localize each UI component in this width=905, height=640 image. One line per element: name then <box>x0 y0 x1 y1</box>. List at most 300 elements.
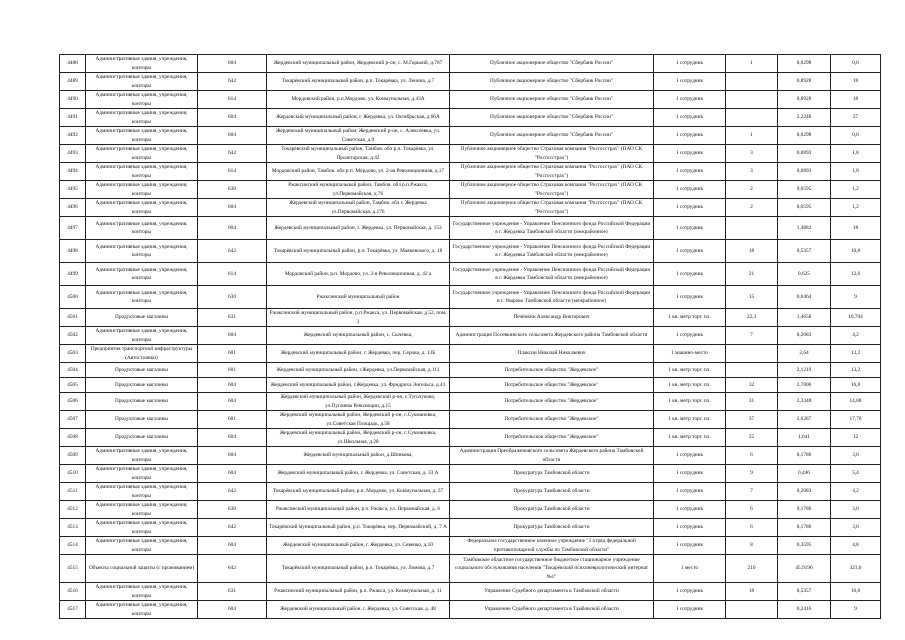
district-code-cell: 604 <box>198 127 267 145</box>
address-cell: Жердевский муниципальный район, д.Шпикова, <box>267 447 450 465</box>
district-code-cell: 614 <box>198 263 267 286</box>
value-total-cell: 1,8 <box>831 145 881 163</box>
row-number-cell: 4499 <box>60 263 86 286</box>
table-row <box>60 411 881 429</box>
value-norm-cell: 45,9196 <box>778 555 831 583</box>
object-type-cell: Административные здания, учреждения, конторы <box>86 447 198 465</box>
value-norm-cell: 2,1219 <box>778 363 831 378</box>
object-type-cell: Административные здания, учреждения, конторы <box>86 181 198 199</box>
address-cell: Ржаксинский муниципальный район, р.п. Ржакса, ул. Коммунальная, д. 11 <box>267 583 450 601</box>
organization-cell: Публичное акционерное общество Страховая компания "Росгосстрах" (ПАО СК "Росгосстрах") <box>450 181 654 199</box>
object-type-cell: Административные здания, учреждения, конторы <box>86 465 198 483</box>
quantity-cell: 8 <box>726 537 778 555</box>
value-total-cell: 13,2 <box>831 345 881 363</box>
district-code-cell: 601 <box>198 363 267 378</box>
organization-cell: Публичное акционерное общество Страховая компания "Росгосстрах" (ПАО СК "Росгосстрах") <box>450 145 654 163</box>
district-code-cell: 604 <box>198 429 267 447</box>
object-type-cell: Административные здания, учреждения, конторы <box>86 91 198 109</box>
calc-unit-cell: 1 сотрудник <box>654 501 726 519</box>
table-row <box>60 583 881 601</box>
organization-cell: Администрация Посевкинского сельсовета Жердевского района Тамбовской области <box>450 327 654 345</box>
organization-cell: Управление Судебного департамента в Тамбовской области <box>450 583 654 601</box>
table-row <box>60 91 881 109</box>
organization-cell: Прокуратура Тамбовской области <box>450 519 654 537</box>
organization-cell: Государственное учреждение - Управление Пенсионного фонда Российской Федерации в г. Уварово Тамбовской области (межрайонное) <box>450 286 654 309</box>
district-code-cell: 604 <box>198 393 267 411</box>
value-total-cell: 4,2 <box>831 483 881 501</box>
value-norm-cell: 0,2416 <box>778 601 831 619</box>
value-total-cell: 10,704 <box>831 309 881 327</box>
calc-unit-cell: 1 кв. метр торг. пл. <box>654 378 726 393</box>
quantity-cell <box>726 91 778 109</box>
table-row <box>60 73 881 91</box>
value-total-cell: 18 <box>831 73 881 91</box>
district-code-cell: 604 <box>198 601 267 619</box>
value-norm-cell: 0,0893 <box>778 163 831 181</box>
table-row <box>60 163 881 181</box>
address-cell: Токарёвский муниципальный район, р.п. Токарёвка, пер. Первомайский, д. 7 А <box>267 519 450 537</box>
row-number-cell: 4496 <box>60 199 86 217</box>
calc-unit-cell: 1 сотрудник <box>654 327 726 345</box>
row-number-cell: 4493 <box>60 145 86 163</box>
address-cell: Жердевский муниципальный район, г.Жердевка, ул. Фридриха Энгельса, д.41 <box>267 378 450 393</box>
district-code-cell: 630 <box>198 501 267 519</box>
organization-cell: Тамбовское областное государственное бюджетное стационарное учреждение социального обслуживания населения "Токарёвский психоневрологический интернат №1" <box>450 555 654 583</box>
district-code-cell: 604 <box>198 199 267 217</box>
address-cell: Токарёвский муниципальный район, р.п. Токарёвка, ул. Ломова, д.7 <box>267 555 450 583</box>
table-row <box>60 447 881 465</box>
calc-unit-cell: 1 место <box>654 555 726 583</box>
value-total-cell: 12,6 <box>831 263 881 286</box>
calc-unit-cell: 1 сотрудник <box>654 465 726 483</box>
district-code-cell: 630 <box>198 181 267 199</box>
table-row <box>60 519 881 537</box>
quantity-cell <box>726 363 778 378</box>
district-code-cell: 642 <box>198 73 267 91</box>
value-norm-cell: 0,1786 <box>778 519 831 537</box>
table-row <box>60 537 881 555</box>
table-row <box>60 145 881 163</box>
address-cell: Жердевский муниципальный район, Жердевский р-он, с.Сукмановка, ул.Школьная, д.28 <box>267 429 450 447</box>
calc-unit-cell: 1 сотрудник <box>654 240 726 263</box>
calc-unit-cell: 1 сотрудник <box>654 483 726 501</box>
calc-unit-cell: 1 сотрудник <box>654 181 726 199</box>
organization-cell: Прокуратура Тамбовской области <box>450 483 654 501</box>
row-number-cell: 4505 <box>60 378 86 393</box>
quantity-cell: 2 <box>726 181 778 199</box>
row-number-cell: 4511 <box>60 483 86 501</box>
table-row <box>60 199 881 217</box>
address-cell: Жердевский муниципальный район, г. Жердевка, ул. Советская, д. 48 <box>267 601 450 619</box>
calc-unit-cell: 1 машино-место <box>654 345 726 363</box>
calc-unit-cell: 1 сотрудник <box>654 263 726 286</box>
value-norm-cell: 2,7006 <box>778 378 831 393</box>
value-total-cell: 3,6 <box>831 501 881 519</box>
value-norm-cell: 0,0595 <box>778 181 831 199</box>
object-type-cell: Административные здания, учреждения, конторы <box>86 240 198 263</box>
object-type-cell: Продуктовые магазины <box>86 429 198 447</box>
object-type-cell: Административные здания, учреждения, конторы <box>86 73 198 91</box>
value-total-cell: 12 <box>831 429 881 447</box>
object-type-cell: Продуктовые магазины <box>86 363 198 378</box>
district-code-cell: 631 <box>198 583 267 601</box>
object-type-cell: Административные здания, учреждения, конторы <box>86 327 198 345</box>
quantity-cell: 9 <box>726 465 778 483</box>
address-cell: Токарёвский муниципальный район, р.п. Мордово, ул. Коммунальная, д. 37 <box>267 483 450 501</box>
row-number-cell: 4489 <box>60 73 86 91</box>
value-norm-cell: 0,0893 <box>778 145 831 163</box>
address-cell: Токарёвский муниципальный район, Тамбов. обл р.п. Токарёвка, ул. Пролетарская, д.42 <box>267 145 450 163</box>
value-norm-cell: 2,64 <box>778 345 831 363</box>
organization-cell: Публичное акционерное общество Страховая компания "Росгосстрах" (ПАО СК "Росгосстрах") <box>450 163 654 181</box>
row-number-cell: 4514 <box>60 537 86 555</box>
calc-unit-cell: 1 сотрудник <box>654 519 726 537</box>
row-number-cell: 4501 <box>60 309 86 327</box>
district-code-cell: 631 <box>198 309 267 327</box>
address-cell: Жердевский муниципальный район, г. Жердевка, ул. Октябрьская, д.66А <box>267 109 450 127</box>
district-code-cell: 642 <box>198 483 267 501</box>
value-norm-cell: 0,0595 <box>778 199 831 217</box>
quantity-cell: 22,3 <box>726 309 778 327</box>
value-norm-cell: 0,0298 <box>778 55 831 73</box>
row-number-cell: 4488 <box>60 55 86 73</box>
table-row <box>60 55 881 73</box>
address-cell: Жердевский муниципальный район, Тамбов. обл г. Жердевка ул.Первомайская, д.176 <box>267 199 450 217</box>
address-cell: Жердевский муниципальный район, г. Жердевка, пер. Серова, д. 13Б <box>267 345 450 363</box>
organization-cell: Федеральное государственное казенное учреждение "2 отряд федеральной противопожарной службы по Тамбовской области" <box>450 537 654 555</box>
table-row <box>60 465 881 483</box>
district-code-cell: 642 <box>198 519 267 537</box>
quantity-cell: 25 <box>726 429 778 447</box>
value-norm-cell: 0,625 <box>778 263 831 286</box>
organization-cell: Публичное акционерное общество "Сбербанк России" <box>450 73 654 91</box>
district-code-cell: 604 <box>198 465 267 483</box>
district-code-cell: 604 <box>198 217 267 240</box>
quantity-cell: 1 <box>726 127 778 145</box>
organization-cell: Публичное акционерное общество "Сбербанк России" <box>450 55 654 73</box>
table-row <box>60 109 881 127</box>
object-type-cell: Административные здания, учреждения, конторы <box>86 199 198 217</box>
value-total-cell: 323,6 <box>831 555 881 583</box>
district-code-cell: 604 <box>198 378 267 393</box>
quantity-cell: 210 <box>726 555 778 583</box>
organization-cell: Государственное учреждение - Управление Пенсионного фонда Российской Федерации в г. Жердевка Тамбовской области (межрайонное) <box>450 217 654 240</box>
address-cell: Мордовский район, р.п.Мордово, ул. Коммунальная, д.43А <box>267 91 450 109</box>
district-code-cell: 604 <box>198 55 267 73</box>
district-code-cell: 642 <box>198 240 267 263</box>
organization-cell: Администрация Преображеновского сельсовета Жердевского района Тамбовской области <box>450 447 654 465</box>
row-number-cell: 4510 <box>60 465 86 483</box>
address-cell: Жердевский муниципальный район, г. Жердевка, ул. Первомайская, д. 153 <box>267 217 450 240</box>
row-number-cell: 4504 <box>60 363 86 378</box>
quantity-cell: 7 <box>726 483 778 501</box>
row-number-cell: 4503 <box>60 345 86 363</box>
object-type-cell: Административные здания, учреждения, конторы <box>86 263 198 286</box>
organization-cell: Потребительское общество "Жердевское" <box>450 363 654 378</box>
calc-unit-cell: 1 сотрудник <box>654 199 726 217</box>
table-row <box>60 327 881 345</box>
calc-unit-cell: 1 кв. метр торг. пл. <box>654 393 726 411</box>
calc-unit-cell: 1 сотрудник <box>654 91 726 109</box>
table-row <box>60 345 881 363</box>
value-norm-cell: 0,1786 <box>778 447 831 465</box>
table-row <box>60 483 881 501</box>
address-cell: Жердевский муниципальный район, Жердевский р-он, с.Туголуково, ул.Пугачева Революции, д.15 <box>267 393 450 411</box>
quantity-cell <box>726 73 778 91</box>
object-type-cell: Продуктовые магазины <box>86 393 198 411</box>
calc-unit-cell: 1 кв. метр торг. пл. <box>654 411 726 429</box>
calc-unit-cell: 1 кв. метр торг. пл. <box>654 363 726 378</box>
value-total-cell: 3,6 <box>831 519 881 537</box>
calc-unit-cell: 1 сотрудник <box>654 583 726 601</box>
organization-cell: Плаксин Николай Николаевич <box>450 345 654 363</box>
object-type-cell: Административные здания, учреждения, конторы <box>86 286 198 309</box>
address-cell: Ржаксинский муниципальный район, Тамбов. обл р.п.Ржакса, ул.Первомайская, д.76 <box>267 181 450 199</box>
value-norm-cell: 0,5357 <box>778 583 831 601</box>
row-number-cell: 4515 <box>60 555 86 583</box>
address-cell: Ржаксинский муниципальный район, р.п.Ржакса, ул. Первомайская, д.52, пом. 3 <box>267 309 450 327</box>
quantity-cell: 31 <box>726 393 778 411</box>
object-type-cell: Административные здания, учреждения, конторы <box>86 163 198 181</box>
calc-unit-cell: 1 кв. метр торг. пл. <box>654 429 726 447</box>
quantity-cell: 32 <box>726 378 778 393</box>
row-number-cell: 4498 <box>60 240 86 263</box>
quantity-cell: 21 <box>726 263 778 286</box>
organization-cell: Публичное акционерное общество "Сбербанк России" <box>450 109 654 127</box>
value-total-cell: 3,6 <box>831 447 881 465</box>
quantity-cell: 2 <box>726 199 778 217</box>
object-type-cell: Административные здания, учреждения, конторы <box>86 109 198 127</box>
value-norm-cell: 0,0464 <box>778 286 831 309</box>
value-total-cell: 5,4 <box>831 465 881 483</box>
value-total-cell: 10,8 <box>831 583 881 601</box>
row-number-cell: 4492 <box>60 127 86 145</box>
district-code-cell: 614 <box>198 91 267 109</box>
value-total-cell: 16,8 <box>831 378 881 393</box>
value-total-cell: 1,2 <box>831 181 881 199</box>
district-code-cell: 604 <box>198 109 267 127</box>
row-number-cell: 4500 <box>60 286 86 309</box>
table-row <box>60 555 881 583</box>
calc-unit-cell: 1 сотрудник <box>654 73 726 91</box>
district-code-cell: 614 <box>198 163 267 181</box>
value-norm-cell: 2,2248 <box>778 109 831 127</box>
value-total-cell: 13,2 <box>831 363 881 378</box>
quantity-cell: 7 <box>726 327 778 345</box>
calc-unit-cell: 1 сотрудник <box>654 217 726 240</box>
value-total-cell: 18 <box>831 91 881 109</box>
value-norm-cell: 2,0287 <box>778 411 831 429</box>
quantity-cell <box>726 109 778 127</box>
quantity-cell <box>726 217 778 240</box>
value-norm-cell: 0,8928 <box>778 73 831 91</box>
row-number-cell: 4491 <box>60 109 86 127</box>
row-number-cell: 4494 <box>60 163 86 181</box>
row-number-cell: 4495 <box>60 181 86 199</box>
calc-unit-cell: 1 сотрудник <box>654 55 726 73</box>
calc-unit-cell: 1 кв. метр торг. пл. <box>654 309 726 327</box>
value-total-cell: 1,2 <box>831 199 881 217</box>
table-row <box>60 309 881 327</box>
calc-unit-cell: 1 сотрудник <box>654 163 726 181</box>
organization-cell: Печёнкин Александр Викторович <box>450 309 654 327</box>
quantity-cell: 6 <box>726 447 778 465</box>
calc-unit-cell: 1 сотрудник <box>654 447 726 465</box>
value-norm-cell: 0,3595 <box>778 537 831 555</box>
value-norm-cell: 1,4658 <box>778 309 831 327</box>
value-total-cell: 9 <box>831 601 881 619</box>
address-cell: Жердевский муниципальный район, г. Жердевка, ул. Советская, д. 33 А <box>267 465 450 483</box>
address-cell: Токарёвский муниципальный район, р.п. Токарёвка, ул. Маяковского, д. 18 <box>267 240 450 263</box>
organization-cell: Потребительское общество "Жердевское" <box>450 429 654 447</box>
value-total-cell: 18 <box>831 217 881 240</box>
value-norm-cell: 0,0298 <box>778 127 831 145</box>
district-code-cell: 642 <box>198 555 267 583</box>
address-cell: Токарёвский муниципальный район, р.п. Токарёвка, ул. Ленина, д.7 <box>267 73 450 91</box>
value-total-cell: 10,8 <box>831 240 881 263</box>
row-number-cell: 4507 <box>60 411 86 429</box>
value-total-cell: 27 <box>831 109 881 127</box>
calc-unit-cell: 1 сотрудник <box>654 109 726 127</box>
quantity-cell: 3 <box>726 163 778 181</box>
object-type-cell: Продуктовые магазины <box>86 309 198 327</box>
calc-unit-cell: 1 сотрудник <box>654 286 726 309</box>
value-norm-cell: 1,4882 <box>778 217 831 240</box>
address-cell: Жердевский муниципальный район, Жердевский р-он, с. М.Горький, д.787 <box>267 55 450 73</box>
quantity-cell <box>726 345 778 363</box>
value-total-cell: 4,8 <box>831 537 881 555</box>
row-number-cell: 4490 <box>60 91 86 109</box>
quantity-cell: 1 <box>726 55 778 73</box>
calc-unit-cell: 1 сотрудник <box>654 601 726 619</box>
organization-cell: Прокуратура Тамбовской области <box>450 501 654 519</box>
object-type-cell: Административные здания, учреждения, конторы <box>86 483 198 501</box>
row-number-cell: 4506 <box>60 393 86 411</box>
district-code-cell: 630 <box>198 286 267 309</box>
row-number-cell: 4497 <box>60 217 86 240</box>
address-cell: Мордовский район, р.п. Мордово, ул. 2-я Революционная, д. 42 а <box>267 263 450 286</box>
quantity-cell: 18 <box>726 583 778 601</box>
value-norm-cell: 0,1786 <box>778 501 831 519</box>
table-row <box>60 181 881 199</box>
table-row <box>60 286 881 309</box>
object-type-cell: Продуктовые магазины <box>86 411 198 429</box>
value-norm-cell: 2,3348 <box>778 393 831 411</box>
quantity-cell: 18 <box>726 240 778 263</box>
quantity-cell: 37 <box>726 411 778 429</box>
object-type-cell: Административные здания, учреждения, конторы <box>86 127 198 145</box>
row-number-cell: 4516 <box>60 583 86 601</box>
quantity-cell: 15 <box>726 286 778 309</box>
object-type-cell: Административные здания, учреждения, конторы <box>86 537 198 555</box>
object-type-cell: Продуктовые магазины <box>86 378 198 393</box>
value-norm-cell: 0,2083 <box>778 483 831 501</box>
table-row <box>60 127 881 145</box>
object-type-cell: Объекты социальной защиты (с проживанием) <box>86 555 198 583</box>
organization-cell: Прокуратура Тамбовской области <box>450 465 654 483</box>
object-type-cell: Административные здания, учреждения, конторы <box>86 583 198 601</box>
address-cell: Мордовский район, Тамбов. обл р.п. Мордово, ул. 2-ая Революционная, д.17 <box>267 163 450 181</box>
address-cell: Жердевский муниципальный район, с. Сычевка, <box>267 327 450 345</box>
object-type-cell: Административные здания, учреждения, конторы <box>86 519 198 537</box>
district-code-cell: 601 <box>198 345 267 363</box>
row-number-cell: 4517 <box>60 601 86 619</box>
table-row <box>60 429 881 447</box>
table-row <box>60 363 881 378</box>
organization-cell: Государственное учреждение - Управление Пенсионного фонда Российской Федерации в г. Жердевка Тамбовской области (межрайонное) <box>450 263 654 286</box>
value-norm-cell: 0,2083 <box>778 327 831 345</box>
table-row <box>60 217 881 240</box>
quantity-cell: 6 <box>726 519 778 537</box>
organization-cell: Потребительское общество "Жердевское" <box>450 378 654 393</box>
object-type-cell: Административные здания, учреждения, конторы <box>86 145 198 163</box>
value-total-cell: 4,2 <box>831 327 881 345</box>
register-table <box>59 54 881 619</box>
value-norm-cell: 0,446 <box>778 465 831 483</box>
calc-unit-cell: 1 сотрудник <box>654 127 726 145</box>
address-cell: Жердевский муниципальный район, Жердевский р-он, с.Сукмановка, ул.Советская Площадь, д.58 <box>267 411 450 429</box>
district-code-cell: 604 <box>198 327 267 345</box>
organization-cell: Публичное акционерное общество "Сбербанк России" <box>450 91 654 109</box>
table-row <box>60 393 881 411</box>
quantity-cell: 6 <box>726 501 778 519</box>
value-total-cell: 0,6 <box>831 127 881 145</box>
address-cell: Жердевский муниципальный район, г. Жердевка, ул. Севенко, д.10 <box>267 537 450 555</box>
address-cell: Ржаксинский муниципальный район <box>267 286 450 309</box>
organization-cell: Управление Судебного департамента в Тамбовской области <box>450 601 654 619</box>
object-type-cell: Административные здания, учреждения, конторы <box>86 55 198 73</box>
object-type-cell: Административные здания, учреждения, конторы <box>86 501 198 519</box>
row-number-cell: 4512 <box>60 501 86 519</box>
row-number-cell: 4513 <box>60 519 86 537</box>
district-code-cell: 642 <box>198 145 267 163</box>
district-code-cell: 604 <box>198 537 267 555</box>
table-row <box>60 601 881 619</box>
object-type-cell: Предприятия транспортной инфраструктуры (Автостоянки) <box>86 345 198 363</box>
organization-cell: Публичное акционерное общество "Сбербанк России" <box>450 127 654 145</box>
organization-cell: Государственное учреждение - Управление Пенсионного фонда Российской Федерации в г. Жердевка Тамбовской области (межрайонное) <box>450 240 654 263</box>
value-norm-cell: 0,8928 <box>778 91 831 109</box>
district-code-cell: 604 <box>198 447 267 465</box>
table-row <box>60 263 881 286</box>
object-type-cell: Административные здания, учреждения, конторы <box>86 601 198 619</box>
value-total-cell: 0,6 <box>831 55 881 73</box>
organization-cell: Потребительское общество "Жердевское" <box>450 411 654 429</box>
table-row <box>60 378 881 393</box>
value-norm-cell: 1,641 <box>778 429 831 447</box>
table-row <box>60 501 881 519</box>
calc-unit-cell: 1 сотрудник <box>654 537 726 555</box>
table-row <box>60 240 881 263</box>
row-number-cell: 4509 <box>60 447 86 465</box>
row-number-cell: 4508 <box>60 429 86 447</box>
district-code-cell: 601 <box>198 411 267 429</box>
register-table-sheet <box>59 54 880 617</box>
value-total-cell: 1,8 <box>831 163 881 181</box>
value-total-cell: 17,76 <box>831 411 881 429</box>
organization-cell: Публичное акционерное общество Страховая компания "Росгосстрах" (ПАО СК "Росгосстрах") <box>450 199 654 217</box>
address-cell: Жердевский муниципальный район, Жердевский р-он, с. Алексеевка, ул. Советская, д.9 <box>267 127 450 145</box>
address-cell: Жердевский муниципальный район, г.Жердевка, ул.Первомайская, д.111 <box>267 363 450 378</box>
value-total-cell: 14,88 <box>831 393 881 411</box>
quantity-cell <box>726 601 778 619</box>
object-type-cell: Административные здания, учреждения, конторы <box>86 217 198 240</box>
value-total-cell: 9 <box>831 286 881 309</box>
address-cell: Ржаксинский муниципальный район, р.п. Ржакса, ул. Первомайская, д. 6 <box>267 501 450 519</box>
organization-cell: Потребительское общество "Жердевское" <box>450 393 654 411</box>
value-norm-cell: 0,5357 <box>778 240 831 263</box>
row-number-cell: 4502 <box>60 327 86 345</box>
